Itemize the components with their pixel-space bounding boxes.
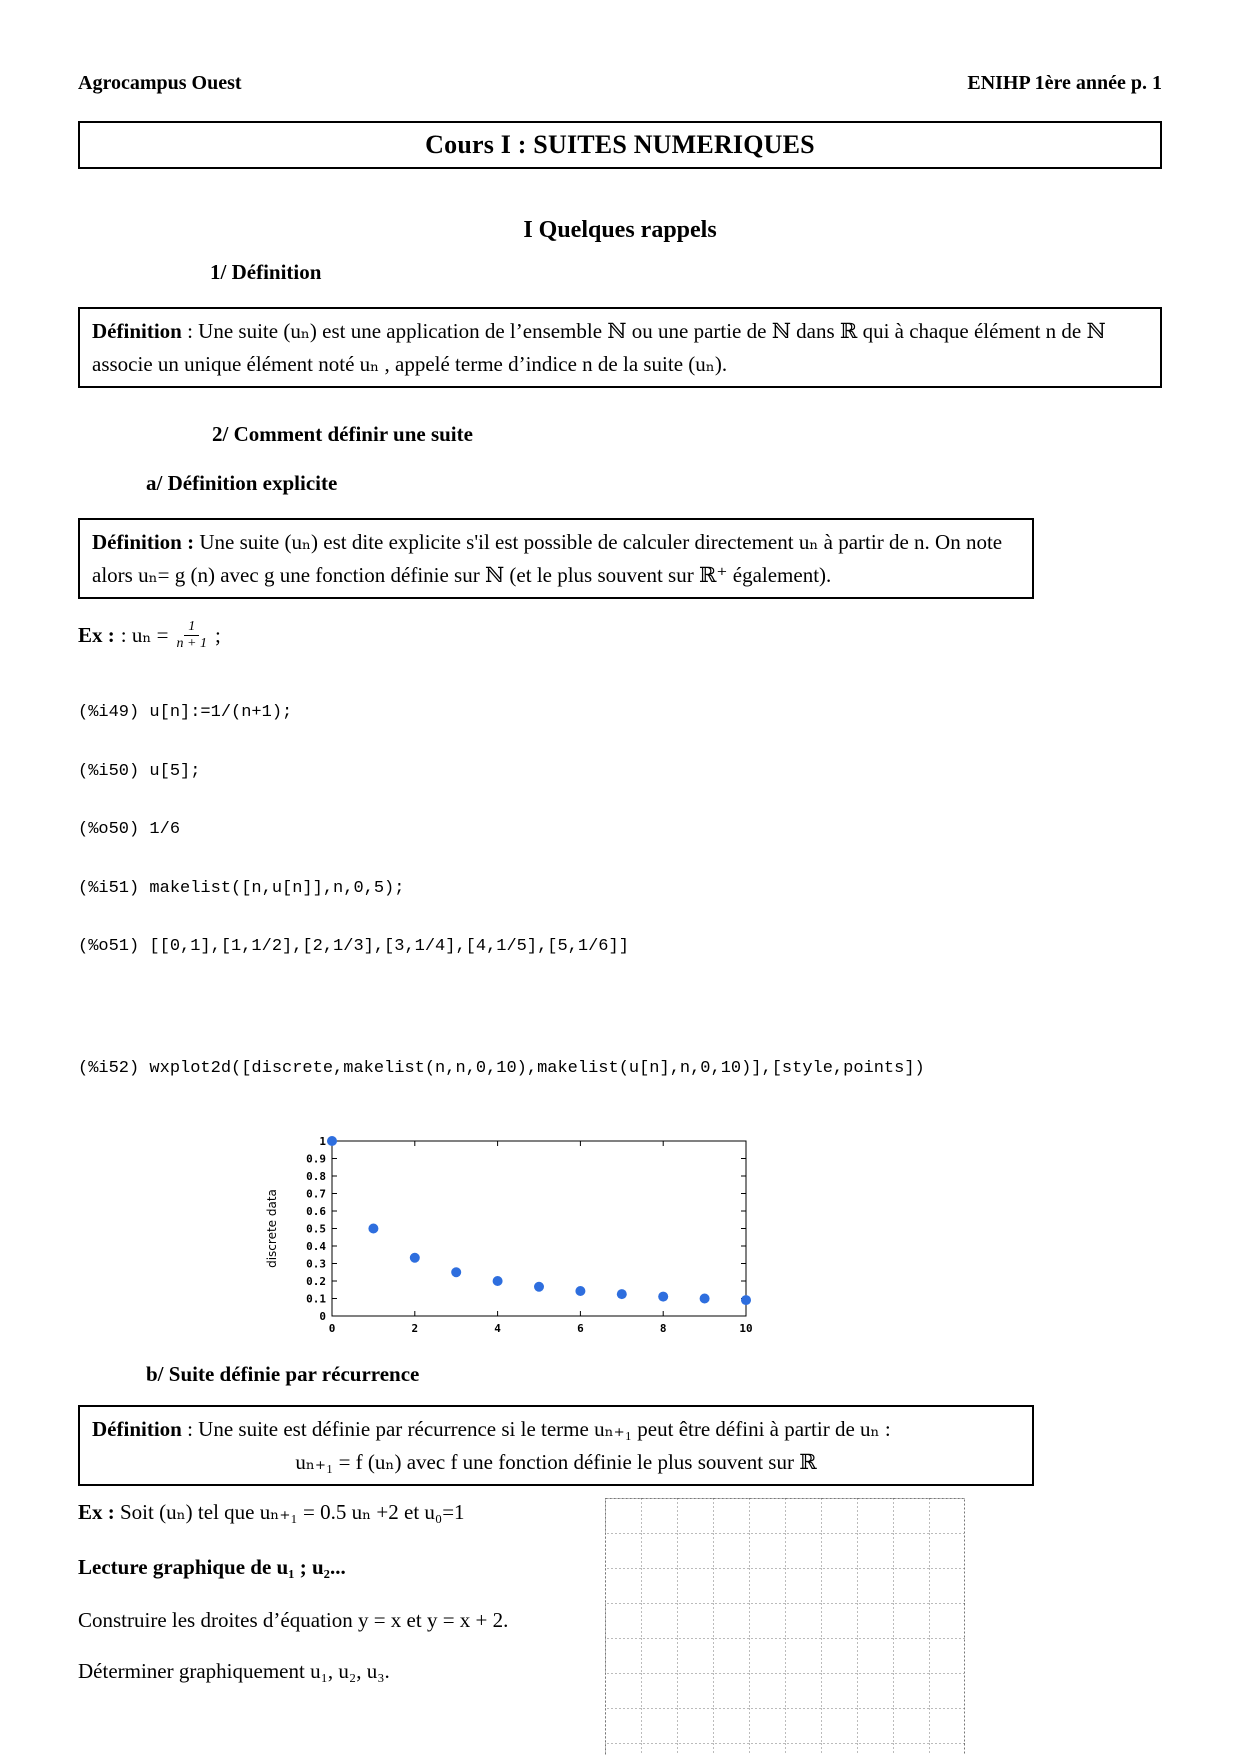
svg-text:8: 8 <box>659 1322 667 1336</box>
svg-text:0.2: 0.2 <box>306 1275 326 1289</box>
code-line: (%i52) wxplot2d([discrete,makelist(n,n,0,10),makelist(u[n],n,0,10)],[style,points]) <box>78 1058 925 1078</box>
code-line: (%o51) [[0,1],[1,1/2],[2,1/3],[3,1/4],[4,1/5],[5,1/6]] <box>78 937 629 957</box>
example-recurrence-label: Ex : <box>78 1500 120 1525</box>
heading-comment-definir: 2/ Comment définir une suite <box>212 422 473 447</box>
definition-3-text: : Une suite est définie par récurrence si le terme uₙ₊₁ peut être défini à partir de uₙ : <box>181 1417 891 1442</box>
example-explicit-label: Ex : <box>78 623 115 648</box>
code-line: (%o50) 1/6 <box>78 820 181 840</box>
section-heading-rappels: I Quelques rappels <box>523 217 717 243</box>
svg-text:discrete data: discrete data <box>265 1189 279 1269</box>
svg-text:0.8: 0.8 <box>306 1170 326 1184</box>
example-explicit-prefix: : uₙ = <box>120 623 169 648</box>
page-header <box>78 72 1162 95</box>
svg-text:1: 1 <box>319 1135 326 1149</box>
definition-3-label: Définition <box>92 1417 182 1442</box>
svg-text:2: 2 <box>411 1322 419 1336</box>
header-left: Agrocampus Ouest <box>78 72 242 94</box>
code-line: (%i49) u[n]:=1/(n+1); <box>78 703 293 723</box>
definition-1-label: Définition <box>92 319 182 343</box>
svg-text:0.1: 0.1 <box>306 1292 326 1306</box>
svg-text:0.9: 0.9 <box>306 1152 326 1166</box>
code-line: (%i51) makelist([n,u[n]],n,0,5); <box>78 878 405 898</box>
svg-text:0.3: 0.3 <box>306 1257 326 1271</box>
svg-text:0.5: 0.5 <box>306 1222 326 1236</box>
definition-box-3 <box>78 1405 1034 1486</box>
paragraph-determiner: Déterminer graphiquement u₁, u₂, u₃. <box>78 1659 390 1684</box>
graph-paper-grid <box>605 1498 965 1755</box>
title-box <box>78 121 1162 169</box>
header-right: ENIHP 1ère année p. 1 <box>967 72 1162 94</box>
svg-text:0.6: 0.6 <box>306 1205 326 1219</box>
definition-2-text: Une suite (uₙ) est dite explicite s'il est possible de calculer directement uₙ à partir de n. On note alors uₙ= g (n) avec g une fonction définie sur ℕ (et le plus souvent sur ℝ⁺ également). <box>92 530 1003 587</box>
svg-text:4: 4 <box>494 1322 501 1336</box>
fraction-denominator: n + 1 <box>176 636 207 652</box>
paragraph-construire: Construire les droites d’équation y = x et y = x + 2. <box>78 1608 509 1633</box>
svg-text:0.4: 0.4 <box>306 1240 326 1254</box>
definition-box-2 <box>78 518 1034 599</box>
svg-text:6: 6 <box>577 1322 584 1336</box>
scatter-plot-canvas <box>262 1133 752 1338</box>
example-recurrence-text: Soit (uₙ) tel que uₙ₊₁ = 0.5 uₙ +2 et u₀=1 <box>120 1500 465 1525</box>
code-line: (%i50) u[5]; <box>78 761 201 781</box>
definition-3-paragraph <box>92 1413 1020 1446</box>
scatter-plot <box>262 1133 752 1338</box>
maxima-code-block-1 <box>78 664 1162 996</box>
heading-definition: 1/ Définition <box>210 260 322 284</box>
maxima-code-block-2 <box>78 1020 1162 1118</box>
svg-text:0.7: 0.7 <box>306 1187 326 1201</box>
fraction <box>177 619 207 652</box>
heading-recurrence: b/ Suite définie par récurrence <box>146 1362 420 1387</box>
page-title: Cours I : SUITES NUMERIQUES <box>425 130 815 159</box>
svg-text:0: 0 <box>319 1310 326 1324</box>
example-explicit <box>78 619 1162 652</box>
definition-3-formula: uₙ₊₁ = f (uₙ) avec f une fonction définie le plus souvent sur ℝ <box>295 1449 817 1474</box>
definition-box-1 <box>78 307 1162 388</box>
heading-definition-explicite: a/ Définition explicite <box>146 471 338 496</box>
definition-1-text: : Une suite (uₙ) est une application de l’ensemble ℕ ou une partie de ℕ dans ℝ qui à chaque élément n de ℕ associe un unique élément noté uₙ , appelé terme d’indice n de la suite (uₙ). <box>92 319 1106 376</box>
definition-2-paragraph <box>92 526 1020 591</box>
heading-lecture-graphique: Lecture graphique de u₁ ; u₂... <box>78 1555 346 1580</box>
bottom-section <box>78 1500 1162 1755</box>
definition-2-label: Définition : <box>92 530 195 555</box>
svg-text:0: 0 <box>328 1322 336 1336</box>
svg-text:10: 10 <box>739 1322 752 1336</box>
definition-1-paragraph <box>92 315 1148 380</box>
example-explicit-suffix: ; <box>214 623 221 648</box>
fraction-numerator: 1 <box>184 619 199 636</box>
